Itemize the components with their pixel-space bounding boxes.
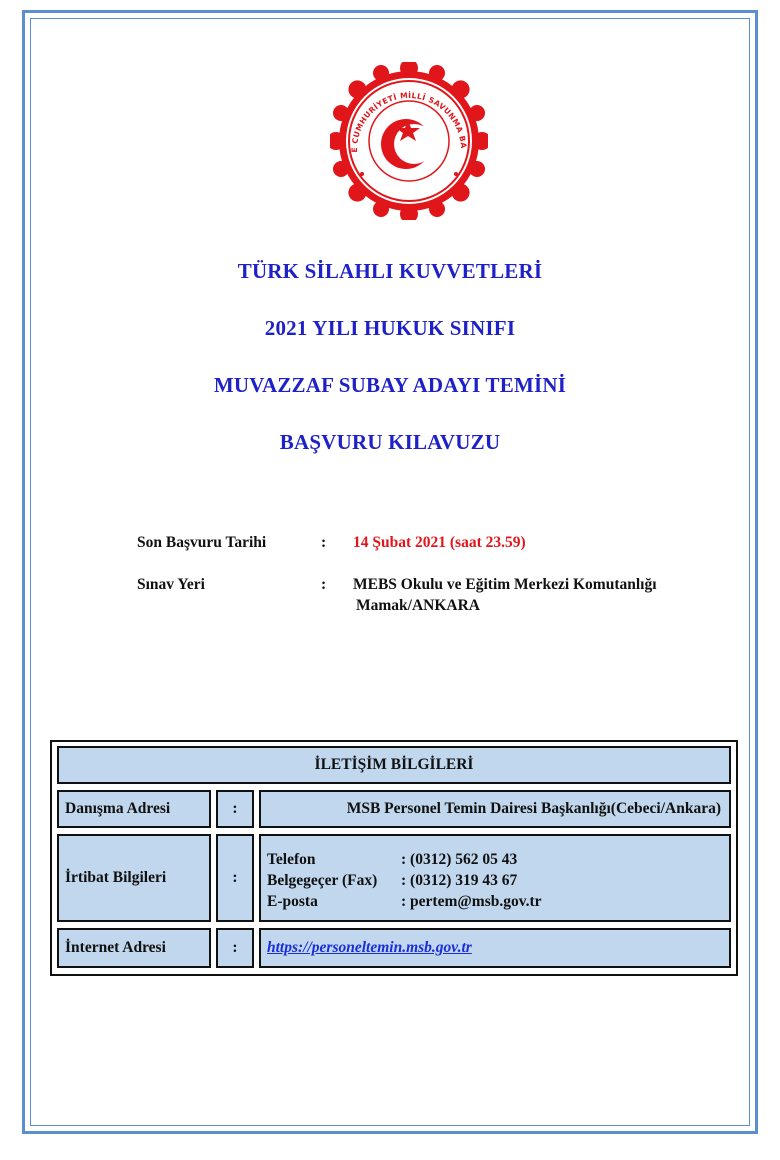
- address-value: MSB Personel Temin Dairesi Başkanlığı(Cebeci/Ankara): [259, 790, 731, 828]
- deadline-colon: :: [321, 534, 327, 551]
- exam-place-colon: :: [321, 576, 327, 593]
- exam-place-label: Sınav Yeri: [137, 576, 205, 593]
- phone-line: [267, 850, 729, 871]
- liaison-label: İrtibat Bilgileri: [57, 834, 211, 922]
- deadline-value: 14 Şubat 2021 (saat 23.59): [353, 534, 526, 551]
- phone-key: Telefon: [267, 851, 316, 868]
- liaison-colon: :: [216, 834, 254, 922]
- web-colon: :: [216, 928, 254, 968]
- title-line-3: MUVAZZAF SUBAY ADAYI TEMİNİ: [213, 373, 567, 397]
- email-key: E-posta: [267, 893, 318, 910]
- liaison-values: [259, 834, 731, 922]
- svg-text:TÜRKİYE CUMHURİYETİ MİLLÎ SAVU: E CUMHURİYETİ MİLLÎ SAVUNMA BA: [349, 90, 469, 153]
- phone-value: : (0312) 562 05 43: [401, 851, 518, 868]
- exam-place-value: MEBS Okulu ve Eğitim Merkezi Komutanlığı: [353, 576, 657, 593]
- title-line-4: BAŞVURU KILAVUZU: [279, 430, 501, 454]
- fax-key: Belgegeçer (Fax): [267, 872, 378, 889]
- web-label: İnternet Adresi: [57, 928, 211, 968]
- website-link[interactable]: https://personeltemin.msb.gov.tr: [267, 939, 472, 956]
- email-value: : pertem@msb.gov.tr: [401, 893, 542, 910]
- title-line-2: 2021 YILI HUKUK SINIFI: [264, 316, 516, 340]
- deadline-label: Son Başvuru Tarihi: [137, 534, 267, 551]
- fax-line: [267, 871, 729, 892]
- contact-table-header: İLETİŞİM BİLGİLERİ: [57, 746, 731, 784]
- address-colon: :: [216, 790, 254, 828]
- email-line: [267, 892, 729, 913]
- web-cell: [259, 928, 731, 968]
- exam-place-city: Mamak/ANKARA: [356, 597, 480, 614]
- title-line-1: TÜRK SİLAHLI KUVVETLERİ: [237, 259, 543, 283]
- address-label: Danışma Adresi: [57, 790, 211, 828]
- ministry-seal-icon: [330, 62, 488, 220]
- fax-value: : (0312) 319 43 67: [401, 872, 518, 889]
